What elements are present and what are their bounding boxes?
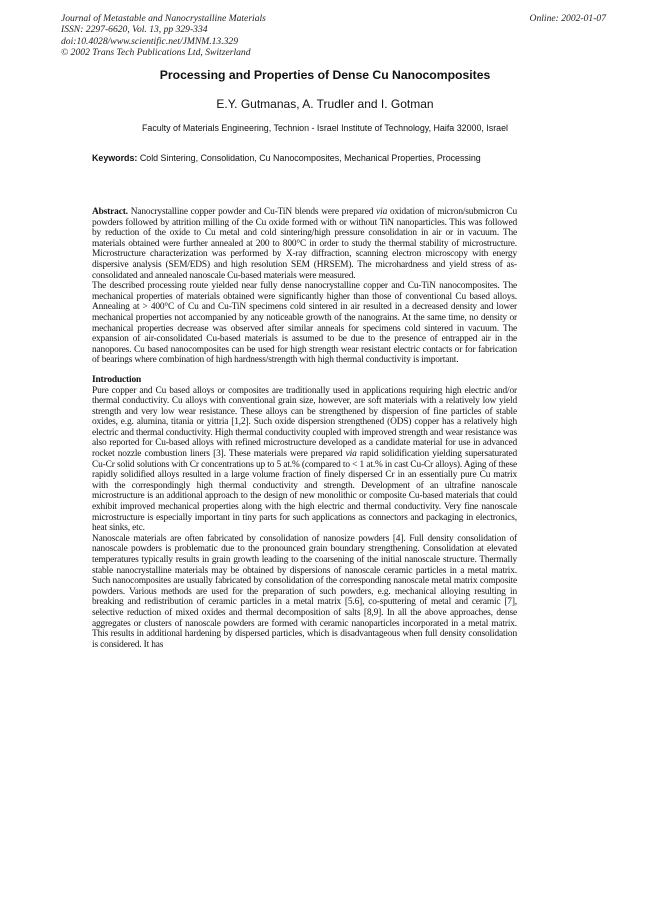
- introduction-paragraph-2: Nanoscale materials are often fabricated by consolidation of nanosize powders [4]. Full density consolidation of nanoscale powders is problematic due to the pronounced grain boundary strengthening. Consolidation at elevated temperatures typically results in grain growth leading to the coarsening of the initial nanoscale structure. Thermally stable nanocrystalline materials may be obtained by dispersions of nanoscale ceramic particles in a metal matrix. Such nanocomposites are usually fabricated by consolidation of the corresponding nanoscale metal matrix composite powders. Various methods are used for the preparation of such powders, e.g. mechanical alloying resulting in breaking and redistribution of ceramic particles in a metal matrix [5.6], co-sputtering of metal and ceramic [7], selective reduction of mixed oxides and thermal decomposition of salts [8,9]. In all the above approaches, dense aggregates or clusters of nanoscale powders are formed with ceramic nanoparticles incorporated in a metal matrix. This results in additional hardening by dispersed particles, which is disadvantageous when full density consolidation is considered. It has: [92, 533, 517, 650]
- abstract-paragraph-2: The described processing route yielded near fully dense nanocrystalline copper and Cu-TiN nanocomposites. The mechanical properties of materials obtained were significantly higher than those of conventional Cu based alloys. Annealing at > 400°C of Cu and Cu-TiN specimens cold sintered in air resulted in a decreased density and lower mechanical properties not accompanied by any noticeable growth of the nanograins. At the same time, no density or mechanical properties decrease was observed after similar anneals for specimens cold sintered in vacuum. The expansion of air-consolidated Cu-based materials is assumed to be due to the presence of entrapped air in the nanopores. Cu based nanocomposites can be used for high strength wear resistant electric contacts or for fabrication of bearings where combination of high hardness/strength with high thermal conductivity is important.: [92, 281, 517, 366]
- journal-copyright: © 2002 Trans Tech Publications Ltd, Switzerland: [61, 47, 251, 59]
- journal-issn: ISSN: 2297-6620, Vol. 13, pp 329-334: [61, 24, 208, 36]
- paper-title: Processing and Properties of Dense Cu Nanocomposites: [159, 68, 491, 82]
- abstract-paragraph-1: Abstract. Nanocrystalline copper powder and Cu-TiN blends were prepared via oxidation of micron/submicron Cu powders followed by attrition milling of the Cu oxide formed with or without TiN nanoparticles. This was followed by reduction of the oxide to Cu metal and cold sintering/high pressure consolidation in air or in vacuum. The materials obtained were further annealed at 200 to 800°C in order to study the thermal stability of microstructure. Microstructure characterization was performed by X-ray diffraction, scanning electron microscopy with energy dispersive analysis (SEM/EDS) and high resolution SEM (HRSEM). The microhardness and yield stress of as-consolidated and annealed nanoscale Cu-based materials were measured.: [92, 207, 518, 281]
- keywords: [92, 153, 562, 163]
- online-date: Online: 2002-01-07: [529, 13, 606, 24]
- journal-doi[interactable]: doi:10.4028/www.scientific.net/JMNM.13.329: [61, 35, 239, 47]
- introduction-heading: Introduction: [92, 374, 142, 385]
- journal-name: Journal of Metastable and Nanocrystalline Materials: [61, 13, 266, 24]
- journal-info: [61, 13, 266, 59]
- introduction-paragraph-1: Pure copper and Cu based alloys or composites are traditionally used in applications requiring high electric and/or thermal conductivity. Cu alloys with conventional grain size, however, are soft materials with a relatively low yield strength and very low wear resistance. These alloys can be strengthened by dispersion of fine particles of stable oxides, e.g. alumina, titania or yittria [1,2]. Such oxide dispersion strengthened (ODS) copper has a relatively high electric and thermal conductivity. High thermal conductivity coupled with improved strength and wear resistance was also reported for Cu-based alloys with refined microstructure developed as a candidate material for use in advanced rocket nozzle combustion liners [3]. These materials were prepared via rapid solidification yielding supersaturated Cu-Cr solid solutions with Cr concentrations up to 5 at.% (compared to < 1 at.% in cast Cu-Cr alloys). Aging of these rapidly solidified alloys resulted in a large volume fraction of finely dispersed Cr in an essentially pure Cu matrix with the correspondingly high thermal conductivity and strength. Development of an ultrafine nanoscale microstructure is an additional approach to the design of new monolithic or composite Cu-based materials that could exhibit improved mechanical properties along with the high electric and thermal conductivity. Very fine nanoscale microstructure is especially important in tiny parts for such applications as connectors and packaging in electronics, heat sinks, etc.: [92, 385, 517, 534]
- keywords-text: Cold Sintering, Consolidation, Cu Nanocomposites, Mechanical Properties, Processing: [139, 153, 481, 163]
- affiliation: Faculty of Materials Engineering, Technion - Israel Institute of Technology, Haifa 32000, Israel: [141, 123, 509, 133]
- authors: E.Y. Gutmanas, A. Trudler and I. Gotman: [216, 97, 434, 111]
- keywords-label: Keywords:: [92, 153, 138, 163]
- paper-body: [92, 207, 517, 650]
- abstract-label: Abstract.: [92, 207, 128, 217]
